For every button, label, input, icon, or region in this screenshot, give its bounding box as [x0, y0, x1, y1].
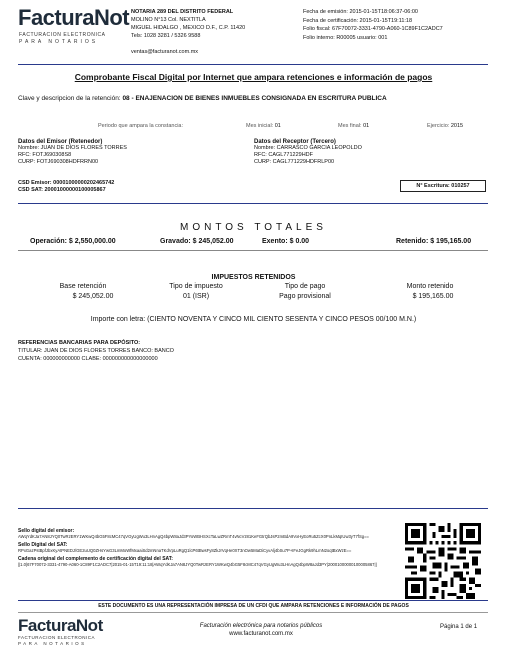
logo-subtitle: FACTURACION ELECTRONICA: [19, 32, 106, 38]
taxed-amount: Gravado: $ 245,052.00: [160, 238, 234, 245]
receiver-curp: CURP: CAGL771229HDFRLP00: [254, 159, 335, 165]
operation-amount: Operación: $ 2,550,000.00: [30, 238, 116, 245]
cell-tax-type: 01 (ISR): [182, 293, 210, 300]
initial-month: [246, 123, 281, 129]
receiver-name: Nombre: CARRASCO GARCIA LEOPOLDO: [254, 145, 362, 151]
receiver-rfc: RFC: CAGL771229HDF: [254, 152, 313, 158]
footer-tagline-block: [176, 622, 346, 638]
issuer-seal-text: AWqYdKJa7AN8JYQ0TwRzERY1WKwQ4bG5F8cMC47qVGyUgWu3LHnAgQ4bpW8aJd3PYoWBHSXcTaLwZRmT4vNcVz81KeFGtrQbJsP2mBdA9VxHyEoRu5ZcX0PnLkMqIUw3yT7fSg==: [18, 534, 369, 539]
initial-month-label: Mes inicial:: [246, 123, 274, 129]
csd-sat: CSD SAT: 20001000000100005867: [18, 187, 106, 193]
issuer-heading: Datos del Emisor (Retenedor): [18, 139, 103, 145]
final-month-label: Mes final:: [338, 123, 362, 129]
footer-tagline: Facturación electrónica para notarios públicos: [199, 623, 323, 629]
fiscal-year-value: 2015: [450, 123, 464, 129]
totals-divider: [18, 250, 488, 251]
fiscal-year-label: Ejercicio:: [427, 123, 450, 129]
issuer-seal-label: Sello digital del emisor:: [18, 528, 75, 534]
issuer-name: Nombre: JUAN DE DIOS FLORES TORRES: [18, 145, 127, 151]
issuer-rfc: RFC: FOTJ690308S8: [18, 152, 72, 158]
notary-street: MOLINO N°13 Col. NEXTITLA: [131, 17, 206, 23]
footer-divider-top: [18, 600, 488, 601]
sat-seal-label: Sello Digital del SAT:: [18, 542, 68, 548]
retention-key: [18, 95, 387, 102]
cell-withheld: $ 195,165.00: [412, 293, 454, 300]
certification-date: Fecha de certificación: 2015-01-15T19:11:18: [303, 17, 413, 24]
col-header-payment-type: Tipo de pago: [284, 283, 326, 290]
emission-date: Fecha de emisión: 2015-01-15T18:06:37-06:00: [303, 9, 418, 15]
totals-title: MONTOS TOTALES: [180, 222, 327, 233]
notary-phones: Tels: 1028 3281 / 5326 9588: [131, 33, 201, 39]
printed-representation-note: ESTE DOCUMENTO ES UNA REPRESENTACIÓN IMPRESA DE UN CFDI QUE AMPARA RETENCIONES E INFORMACIÓN DE PAGOS: [98, 603, 409, 609]
notary-name: NOTARIA 289 DEL DISTRITO FEDERAL: [131, 9, 234, 15]
fiscal-dates-block: [303, 8, 503, 42]
final-month-value: 01: [363, 123, 370, 129]
header-divider: [18, 64, 488, 65]
csd-emisor: CSD Emisor: 00001000000202465742: [18, 180, 115, 186]
taxes-withheld-title: IMPUESTOS RETENIDOS: [211, 274, 296, 281]
cell-base: $ 245,052.00: [72, 293, 114, 300]
seals-divider: [18, 508, 488, 509]
issuer-curp: CURP: FOTJ690308HDFRRN00: [18, 159, 99, 165]
retention-key-label: Clave y descripcion de la retención:: [18, 95, 121, 102]
notary-address-block: [131, 8, 301, 56]
deed-number-box: N° Escritura: 010257: [400, 180, 486, 192]
amount-in-words: Importe con letra: (CIENTO NOVENTA Y CINCO MIL CIENTO SESENTA Y CINCO PESOS 00/100 M.N.): [90, 316, 417, 323]
col-header-tax-type: Tipo de impuesto: [169, 283, 223, 290]
notary-city: MIGUEL HIDALGO , MEXICO D.F., C.P. 11420: [131, 25, 246, 31]
initial-month-value: 01: [274, 123, 281, 129]
sat-seal-text: RPxGazPstBpfJbxKyAtPNEDJ/GE2uUQ0ZHsYwG3LmMoWfMxaaiSd2mNnaTKdVpLuRgQ1lcP6tBwsFy8ZkJrVqHe0XT3nOw5MaDiCyvAlj4bSu7P+IFeJGgRk9hLmN2oqtBxWzE==: [18, 548, 352, 553]
footer-website[interactable]: www.facturanot.com.mx: [229, 631, 293, 637]
footer-divider-bottom: [18, 612, 488, 613]
col-header-base: Base retención: [59, 283, 107, 290]
original-chain-text: ||1.0|67F70072-3331-4790-A060-1C89F1C2ADC7|2015-01-15T19:11:18|AWqYdKJa7AN8JYQ0TwRzERY1WKwQ4bG5F8cMC47qVGyUgWu3LHnAgQ4bpW8aJd3PY|20001000000100005867||: [18, 562, 377, 567]
bank-references: [18, 339, 174, 363]
bank-account: CUENTA: 000000000000 CLABE: 000000000000000000: [18, 356, 158, 362]
bank-holder: TITULAR: JUAN DE DIOS FLORES TORRES BANCO: BANCO: [18, 348, 174, 354]
section-divider: [18, 203, 488, 204]
exempt-amount: Exento: $ 0.00: [262, 238, 310, 245]
receiver-heading: Datos del Receptor (Tercero): [254, 139, 336, 145]
retention-key-value: 08 - ENAJENACION DE BIENES INMUEBLES CONSIGNADA EN ESCRITURA PUBLICA: [122, 95, 387, 102]
page-indicator: Página 1 de 1: [440, 624, 478, 630]
notary-blank: [131, 40, 301, 48]
bank-references-heading: REFERENCIAS BANCARIAS PARA DEPÓSITO:: [18, 340, 141, 346]
final-month: [338, 123, 369, 129]
company-logo: FacturaNot: [18, 5, 130, 30]
fiscal-folio: Folio fiscal: 67F70072-3331-4790-A060-1C89F1C2ADC7: [303, 26, 443, 32]
notary-email[interactable]: ventas@facturanot.com.mx: [131, 49, 199, 55]
logo-subtitle-2: PARA NOTARIOS: [19, 39, 99, 45]
cell-payment-type: Pago provisional: [279, 293, 331, 300]
footer-logo: FacturaNot: [18, 616, 103, 635]
original-chain-label: Cadena original del complemento de certificación digital del SAT:: [18, 556, 173, 562]
csd-section: [18, 180, 238, 194]
document-title: Comprobante Fiscal Digital por Internet que ampara retenciones e información de pagos: [74, 72, 433, 82]
digital-seals: [18, 528, 403, 567]
qr-code: [405, 523, 481, 599]
internal-folio: Folio interno: R00005 usuario: 001: [303, 34, 388, 41]
footer-logo-subtitle-2: PARA NOTARIOS: [18, 641, 87, 646]
period-label: Periodo que ampara la constancia:: [98, 123, 183, 129]
col-header-withheld: Monto retenido: [406, 283, 454, 290]
footer-logo-subtitle: FACTURACION ELECTRONICA: [18, 635, 96, 640]
fiscal-year: [427, 123, 463, 129]
issuer-section: [18, 139, 238, 166]
withheld-amount: Retenido: $ 195,165.00: [396, 238, 472, 245]
receiver-section: [254, 139, 484, 166]
